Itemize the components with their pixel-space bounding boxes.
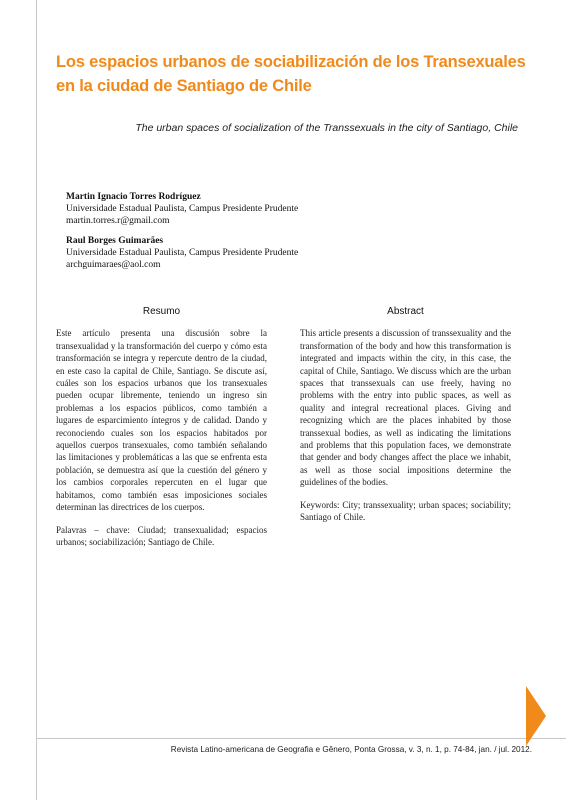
paper-subtitle: The urban spaces of socialization of the Transsexuals in the city of Santiago, Chile <box>135 122 518 134</box>
author-affiliation: Universidade Estadual Paulista, Campus Presidente Prudente <box>66 248 299 258</box>
journal-footer: Revista Latino-americana de Geografia e Gênero, Ponta Grossa, v. 3, n. 1, p. 74-84, jan. / jul. 2012. <box>170 745 532 754</box>
paper-title: Los espacios urbanos de sociabilización de los Transexuales en la ciudad de Santiago de Chile <box>56 53 526 95</box>
author-name: Raul Borges Guimarães <box>66 236 164 246</box>
next-page-arrow-icon[interactable] <box>526 686 546 746</box>
abstract-body: This article presents a discussion of transsexuality and the transformation of the body and how this transformation is integrated and impacts within the city, in this case, the capital of Chile, Santiago. We discuss which are the urban spaces that transsexuals can use freely, having no problems with the entry into public spaces, as well as quality and integral recreational places. Giving and recognizing which are the places inhabited by those transsexual bodies, as well as indicating the limitations and problems that this population faces, we demonstrate that gender and body changes affect the place we inhabit, as well as those social impositions determine the guidelines of the bodies. <box>300 328 511 488</box>
footer-rule <box>36 738 566 739</box>
abstract-keywords: Keywords: City; transsexuality; urban spaces; sociability; Santiago of Chile. <box>300 499 511 523</box>
author-affiliation: Universidade Estadual Paulista, Campus Presidente Prudente <box>66 204 299 214</box>
resumo-body: Este artículo presenta una discusión sobre la transexualidad y la transformación del cuerpo y cómo esta transformación se integra y repercute dentro de la ciudad, en este caso la capital de Chile, Santiago. Se discute así, cuáles son los espacios urbanos que los transexuales pueden ocupar libremente, teniendo un ingreso sin problemas a los espacios públicos, como también a lugares de esparcimiento íntegros y de calidad. Dando y reconociendo cuales son los espacios habitados por aquellos cuerpos transexuales, como también señalando las limitaciones y problemáticas a las que se enfrenta esta población, se demuestra así que la cuestión del género y los cambios corporales repercuten en el lugar que habitamos, como también esas imposiciones sociales determinan las directrices de los cuerpos. <box>56 328 267 513</box>
resumo-heading: Resumo <box>142 306 181 317</box>
left-margin-rule <box>36 0 37 800</box>
author-block <box>66 191 366 227</box>
author-email[interactable]: archguimaraes@aol.com <box>66 260 161 270</box>
author-block <box>66 235 366 271</box>
resumo-column <box>56 306 267 548</box>
author-email[interactable]: martin.torres.r@gmail.com <box>66 216 170 226</box>
author-name: Martin Ignacio Torres Rodríguez <box>66 192 201 202</box>
resumo-keywords: Palavras – chave: Ciudad; transexualidad; espacios urbanos; sociabilización; Santiago de Chile. <box>56 524 267 547</box>
abstract-heading: Abstract <box>387 306 424 317</box>
abstract-column <box>300 306 511 524</box>
